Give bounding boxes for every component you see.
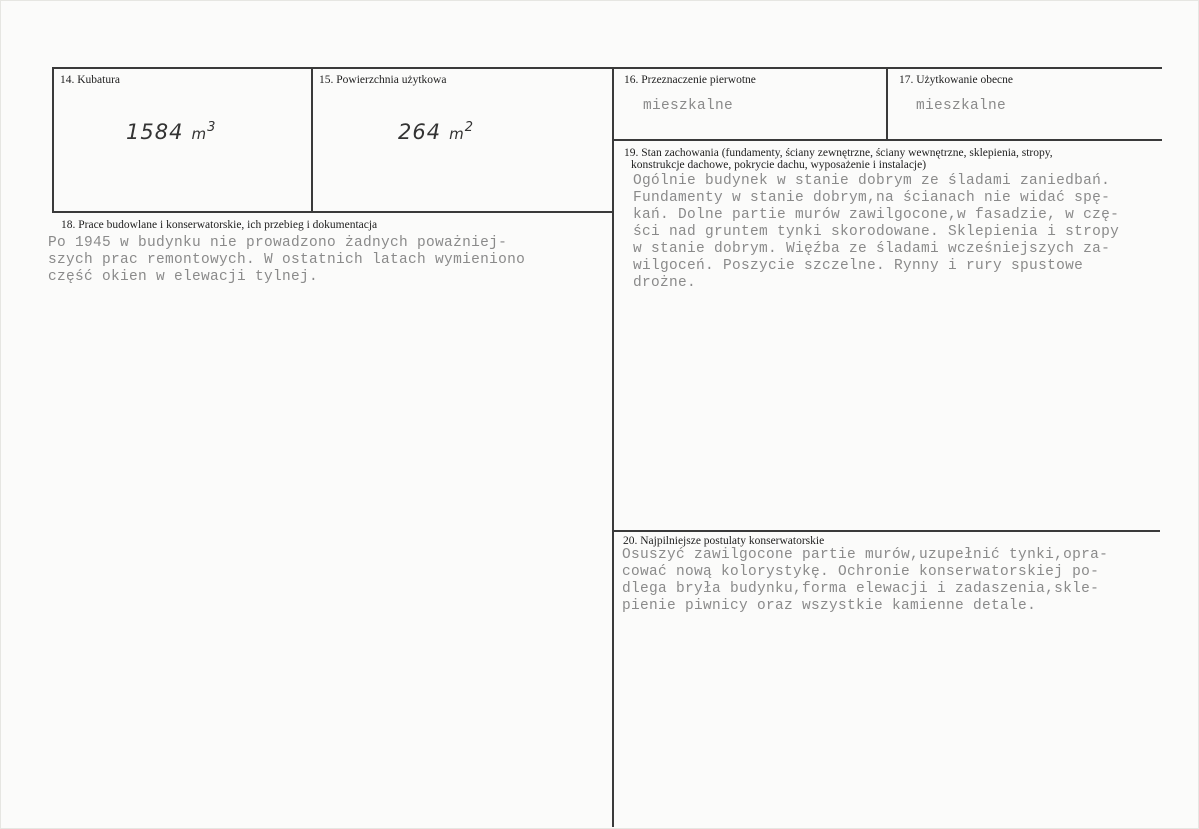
- rule-under-16-17: [614, 139, 1162, 141]
- left-rule: [52, 67, 54, 212]
- stan-label-line1: 19. Stan zachowania (fundamenty, ściany zewnętrzne, ściany wewnętrzne, sklepienia, stropy,: [624, 147, 1053, 159]
- stan-line: Fundamenty w stanie dobrym,na ścianach nie widać spę-: [633, 190, 1111, 206]
- powierzchnia-unit: m: [449, 125, 465, 143]
- kubatura-number: 1584: [126, 120, 184, 144]
- rule-above-20: [614, 530, 1160, 532]
- przeznaczenie-label: 16. Przeznaczenie pierwotne: [624, 74, 756, 86]
- center-rule: [612, 67, 614, 827]
- uzytkowanie-label: 17. Użytkowanie obecne: [899, 74, 1014, 86]
- divider-14-15: [311, 67, 313, 213]
- postulaty-line: Osuszyć zawilgocone partie murów,uzupełnić tynki,opra-: [622, 547, 1109, 563]
- stan-label-line2: konstrukcje dachowe, pokrycie dachu, wyposażenie i instalacje): [631, 159, 927, 171]
- stan-line: kań. Dolne partie murów zawilgocone,w fasadzie, w czę-: [633, 207, 1120, 223]
- postulaty-line: cować nową kolorystykę. Ochronie konserwatorskiej po-: [622, 564, 1100, 580]
- stan-line: drożne.: [633, 275, 697, 291]
- powierzchnia-number: 264: [398, 120, 442, 144]
- postulaty-line: dlega bryła budynku,forma elewacji i zadaszenia,skle-: [622, 581, 1100, 597]
- kubatura-label: 14. Kubatura: [60, 74, 121, 86]
- powierzchnia-label: 15. Powierzchnia użytkowa: [319, 74, 447, 86]
- stan-line: ści nad gruntem tynki skorodowane. Sklepienia i stropy: [633, 224, 1120, 240]
- top-rule: [52, 67, 1162, 69]
- powierzchnia-exponent: 2: [464, 120, 474, 135]
- prace-line: szych prac remontowych. W ostatnich latach wymieniono: [48, 252, 526, 268]
- divider-16-17: [886, 67, 888, 140]
- kubatura-exponent: 3: [207, 120, 217, 135]
- prace-label: 18. Prace budowlane i konserwatorskie, ich przebieg i dokumentacja: [61, 219, 378, 231]
- prace-line: część okien w elewacji tylnej.: [48, 269, 319, 285]
- stan-line: Ogólnie budynek w stanie dobrym ze śladami zaniedbań.: [633, 173, 1111, 189]
- kubatura-value: [126, 120, 216, 144]
- kubatura-unit: m: [191, 125, 208, 143]
- postulaty-line: pienie piwnicy oraz wszystkie kamienne detale.: [622, 598, 1037, 614]
- przeznaczenie-value: mieszkalne: [643, 98, 734, 114]
- powierzchnia-value: [398, 120, 474, 144]
- prace-line: Po 1945 w budynku nie prowadzono żadnych poważniej-: [48, 235, 508, 251]
- stan-line: w stanie dobrym. Więźba ze śladami wcześniejszych za-: [633, 241, 1111, 257]
- postulaty-label: 20. Najpilniejsze postulaty konserwatorskie: [623, 535, 825, 547]
- rule-under-14-15: [52, 211, 614, 213]
- uzytkowanie-value: mieszkalne: [916, 98, 1007, 114]
- stan-line: wilgoceń. Poszycie szczelne. Rynny i rury spustowe: [633, 258, 1084, 274]
